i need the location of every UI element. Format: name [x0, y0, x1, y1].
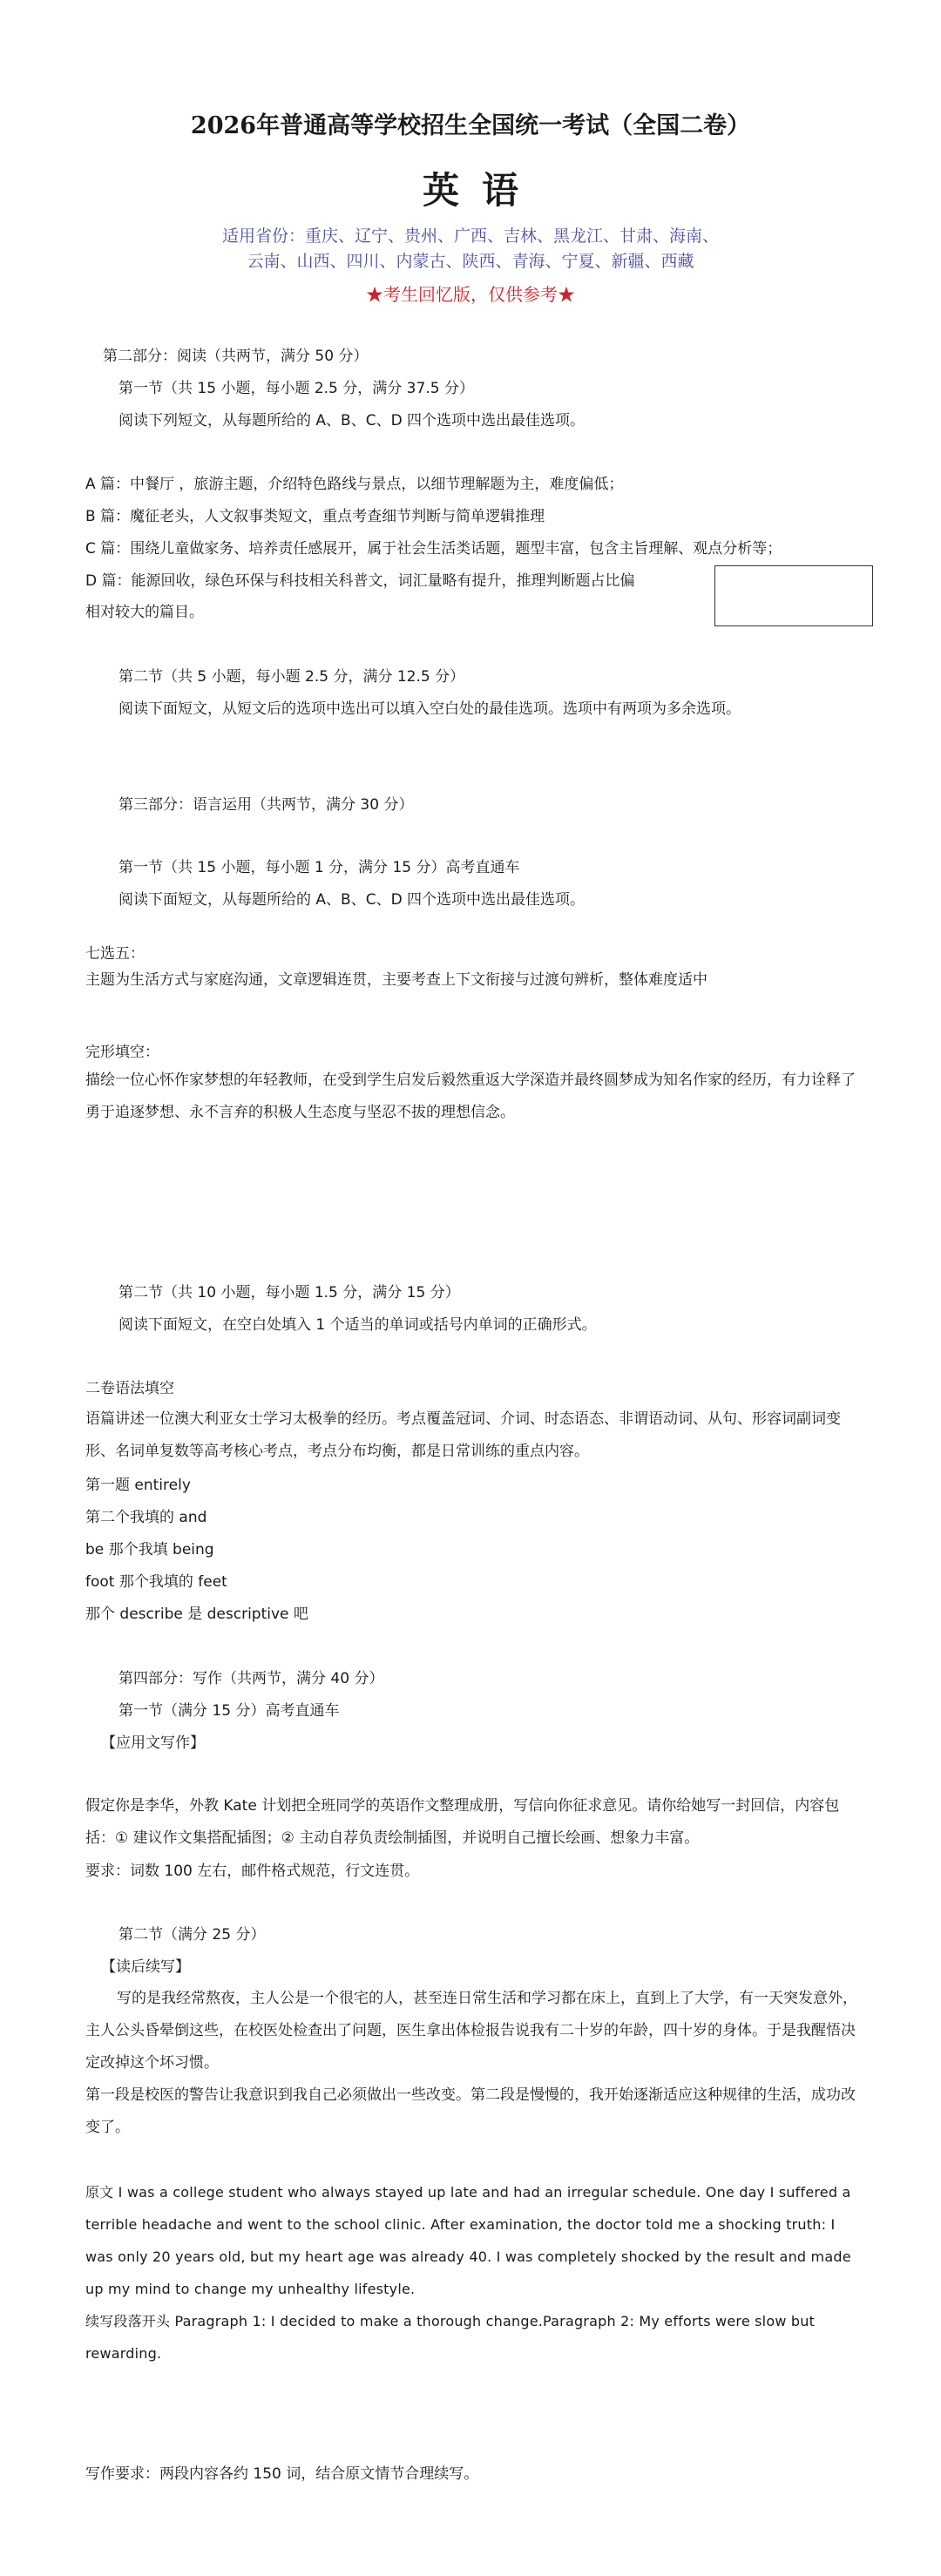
answer-item: 第二个我填的 and: [85, 1509, 207, 1526]
part4-section2-tag: 【读后续写】: [101, 1958, 190, 1976]
grammar-fill-text: 语篇讲述一位澳大利亚女士学习太极拳的经历。考点覆盖冠词、介词、时态语态、非谓语动词、从句、形容词副词变形、名词单复数等高考核心考点，考点分布均衡，都是日常训练的重点内容。: [85, 1410, 841, 1460]
recollection-disclaimer: ★考生回忆版，仅供参考★: [366, 284, 575, 305]
part4-heading: 第四部分：写作（共两节，满分 40 分）: [118, 1670, 384, 1687]
exam-title: 2026年普通高等学校招生全国统一考试（全国二卷）: [190, 112, 751, 139]
continuation-paragraph-plan: 第一段是校医的警告让我意识到我自己必须做出一些改变。第二段是慢慢的，我开始逐渐适应这种规律的生活，成功改变了。: [85, 2086, 856, 2136]
original-text: 原文 I was a college student who always stayed up late and had an irregular schedule. One day I suffered a terrible headache and went to the school clinic. After examination, the doctor told me a shocking truth: I was only 20 years old, but my heart age was already 40. I was completely shocked by the result and made up my mind to change my unhealthy lifestyle.: [85, 2184, 851, 2297]
qixuanwu-text: 主题为生活方式与家庭沟通，文章逻辑连贯，主要考查上下文衔接与过渡句辨析，整体难度适中: [85, 971, 707, 989]
passage-b-note: B 篇：魔征老头，人文叙事类短文，重点考查细节判断与简单逻辑推理: [85, 508, 545, 525]
answer-item: foot 那个我填的 feet: [85, 1573, 227, 1591]
part4-section1-heading: 第一节（满分 15 分）高考直通车: [118, 1702, 340, 1720]
application-writing-requirement: 要求：词数 100 左右，邮件格式规范，行文连贯。: [85, 1863, 420, 1880]
applicable-provinces-line2: 云南、山西、四川、内蒙古、陕西、青海、宁夏、新疆、西藏: [247, 252, 694, 271]
passage-d-note-cont: 相对较大的篇目。: [85, 604, 204, 621]
cloze-text: 描绘一位心怀作家梦想的年轻教师，在受到学生启发后毅然重返大学深造并最终圆梦成为知名作家的经历，有力诠释了勇于追逐梦想、永不言弃的积极人生态度与坚忍不拔的理想信念。: [85, 1072, 856, 1121]
part2-section2-instruction: 阅读下面短文，从短文后的选项中选出可以填入空白处的最佳选项。选项中有两项为多余选项。: [118, 700, 741, 718]
part2-section2-heading: 第二节（共 5 小题，每小题 2.5 分，满分 12.5 分）: [118, 668, 465, 686]
qixuanwu-label: 七选五：: [85, 945, 145, 963]
part3-section1-heading: 第一节（共 15 小题，每小题 1 分，满分 15 分）高考直通车: [118, 859, 520, 876]
continuation-summary: 写的是我经常熬夜，主人公是一个很宅的人，甚至连日常生活和学习都在床上，直到上了大学，有一天突发意外，主人公头昏晕倒这些，在校医处检查出了问题，医生拿出体检报告说我有二十岁的年龄，四十岁的身体。于是我醒悟决定改掉这个坏习惯。: [85, 1990, 857, 2072]
answer-item: be 那个我填 being: [85, 1541, 214, 1558]
passage-c-note: C 篇：围绕儿童做家务、培养责任感展开，属于社会生活类话题，题型丰富，包含主旨理解、观点分析等；: [85, 540, 782, 558]
part3-section2-instruction: 阅读下面短文，在空白处填入 1 个适当的单词或括号内单词的正确形式。: [118, 1316, 597, 1334]
part3-section1-instruction: 阅读下面短文，从每题所给的 A、B、C、D 四个选项中选出最佳选项。: [118, 891, 586, 909]
part4-section1-tag: 【应用文写作】: [101, 1734, 205, 1752]
passage-a-note: A 篇：中餐厅 ，旅游主题，介绍特色路线与景点，以细节理解题为主，难度偏低；: [85, 476, 624, 493]
blank-overlay-box: [714, 565, 873, 626]
part3-heading: 第三部分：语言运用（共两节，满分 30 分）: [118, 796, 414, 814]
cloze-label: 完形填空：: [85, 1044, 159, 1061]
subject-title: 英语: [422, 169, 541, 212]
part2-heading: 第二部分：阅读（共两节，满分 50 分）: [103, 348, 369, 365]
part3-section2-heading: 第二节（共 10 小题，每小题 1.5 分，满分 15 分）: [118, 1284, 460, 1302]
answer-item: 那个 describe 是 descriptive 吧: [85, 1606, 308, 1623]
answer-item: 第一题 entirely: [85, 1477, 191, 1494]
grammar-fill-label: 二卷语法填空: [85, 1380, 174, 1397]
passage-d-note: D 篇：能源回收，绿色环保与科技相关科普文，词汇量略有提升，推理判断题占比偏: [85, 572, 635, 590]
applicable-provinces-line1: 适用省份：重庆、辽宁、贵州、广西、吉林、黑龙江、甘肃、海南、: [221, 226, 719, 246]
part4-section2-heading: 第二节（满分 25 分）: [118, 1926, 266, 1944]
writing-requirement: 写作要求：两段内容各约 150 词，结合原文情节合理续写。: [85, 2465, 479, 2483]
part2-section1-instruction: 阅读下列短文，从每题所给的 A、B、C、D 四个选项中选出最佳选项。: [118, 412, 586, 429]
application-writing-prompt: 假定你是李华，外教 Kate 计划把全班同学的英语作文整理成册，写信向你征求意见。请你给她写一封回信，内容包括：① 建议作文集搭配插图；② 主动自荐负责绘制插图，并说明自己擅长绘画、想象力丰富。: [85, 1797, 840, 1847]
part2-section1-heading: 第一节（共 15 小题，每小题 2.5 分，满分 37.5 分）: [118, 380, 474, 397]
continuation-openers: 续写段落开头 Paragraph 1: I decided to make a thorough change.Paragraph 2: My efforts were slow but rewarding.: [85, 2313, 816, 2362]
